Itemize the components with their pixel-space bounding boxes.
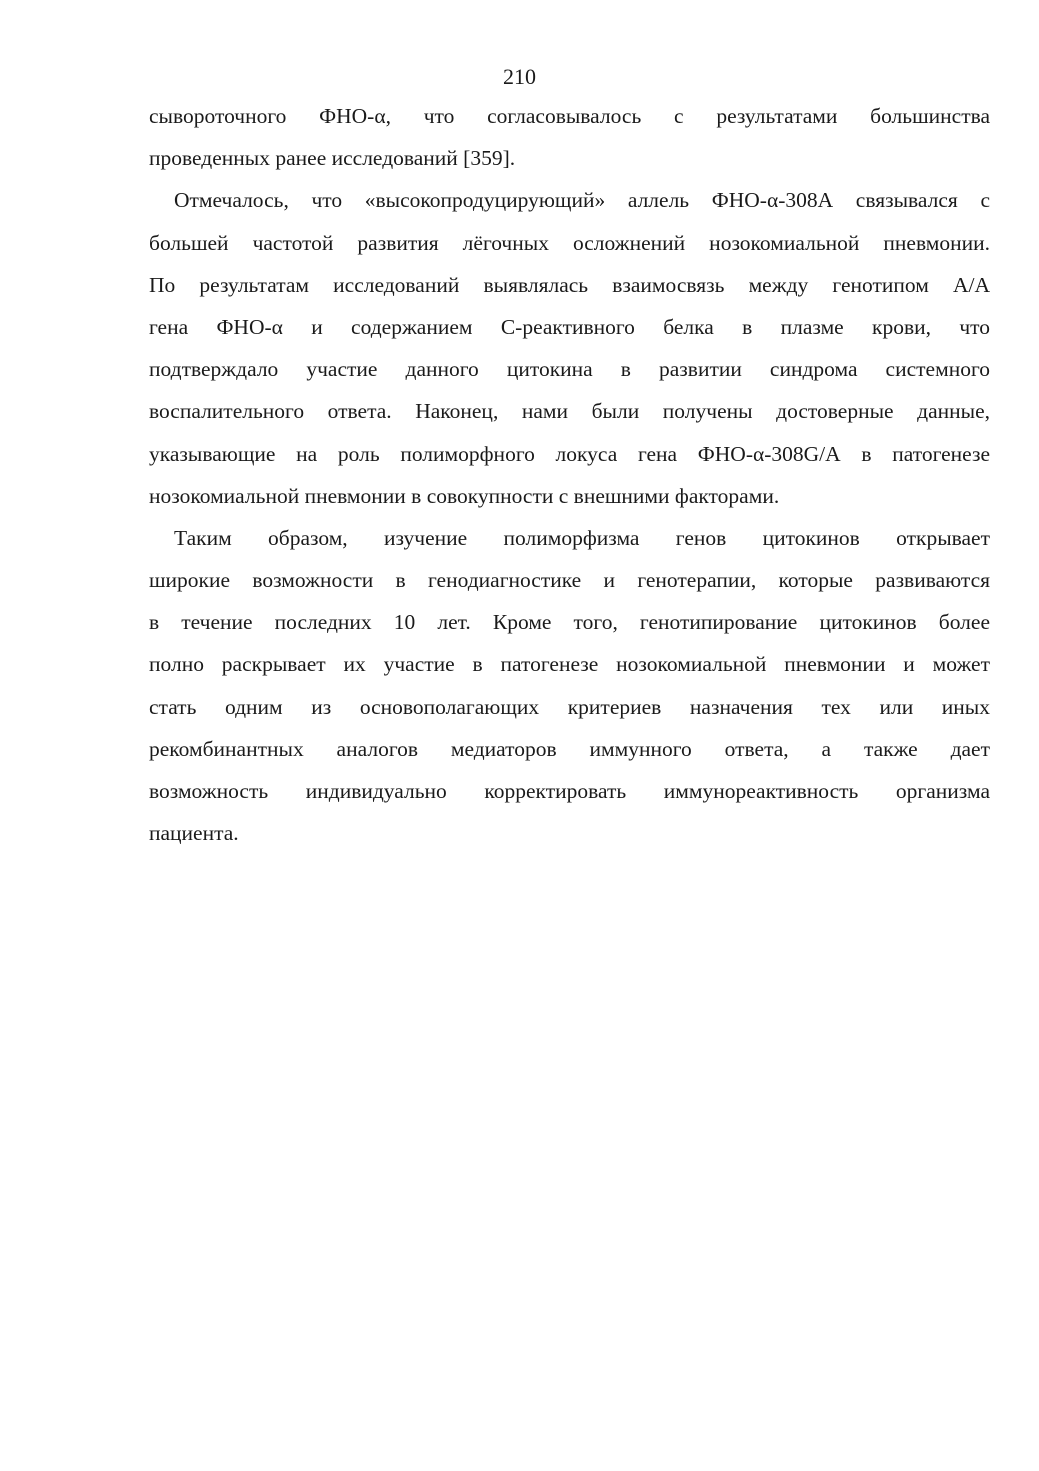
text-line: подтверждало участие данного цитокина в развитии синдрома системного [149, 357, 990, 382]
text-line: По результатам исследований выявлялась взаимосвязь между генотипом А/А [149, 272, 990, 297]
text-line: пациента. [149, 821, 239, 846]
text-line: воспалительного ответа. Наконец, нами были получены достоверные данные, [149, 399, 990, 424]
text-line: в течение последних 10 лет. Кроме того, генотипирование цитокинов более [149, 610, 990, 635]
text-line: Таким образом, изучение полиморфизма генов цитокинов открывает [174, 525, 990, 550]
text-line: Отмечалось, что «высокопродуцирующий» аллель ФНО-α-308А связывался с [174, 188, 990, 213]
paragraph-3 [149, 517, 990, 855]
text-line: возможность индивидуально корректировать иммунореактивность организма [149, 779, 990, 803]
text-line: рекомбинантных аналогов медиаторов иммунного ответа, а также дает [149, 736, 990, 761]
text-line: стать одним из основополагающих критериев назначения тех или иных [149, 694, 990, 719]
text-line: полно раскрывает их участие в патогенезе нозокомиальной пневмонии и может [149, 652, 990, 677]
page-number: 210 [503, 64, 536, 89]
text-line: проведенных ранее исследований [359]. [149, 146, 516, 171]
text-line: широкие возможности в генодиагностике и генотерапии, которые развиваются [149, 568, 990, 593]
text-line: сывороточного ФНО-α, что согласовывалось с результатами большинства [149, 104, 990, 128]
paragraph-1 [149, 95, 990, 179]
text-line: гена ФНО-α и содержанием С-реактивного белка в плазме крови, что [149, 314, 990, 339]
text-line: большей частотой развития лёгочных осложнений нозокомиальной пневмонии. [149, 230, 990, 255]
text-line: указывающие на роль полиморфного локуса гена ФНО-α-308G/А в патогенезе [149, 441, 990, 466]
text-line: нозокомиальной пневмонии в совокупности с внешними факторами. [149, 483, 780, 508]
text-body [149, 95, 990, 854]
paragraph-2 [149, 179, 990, 517]
